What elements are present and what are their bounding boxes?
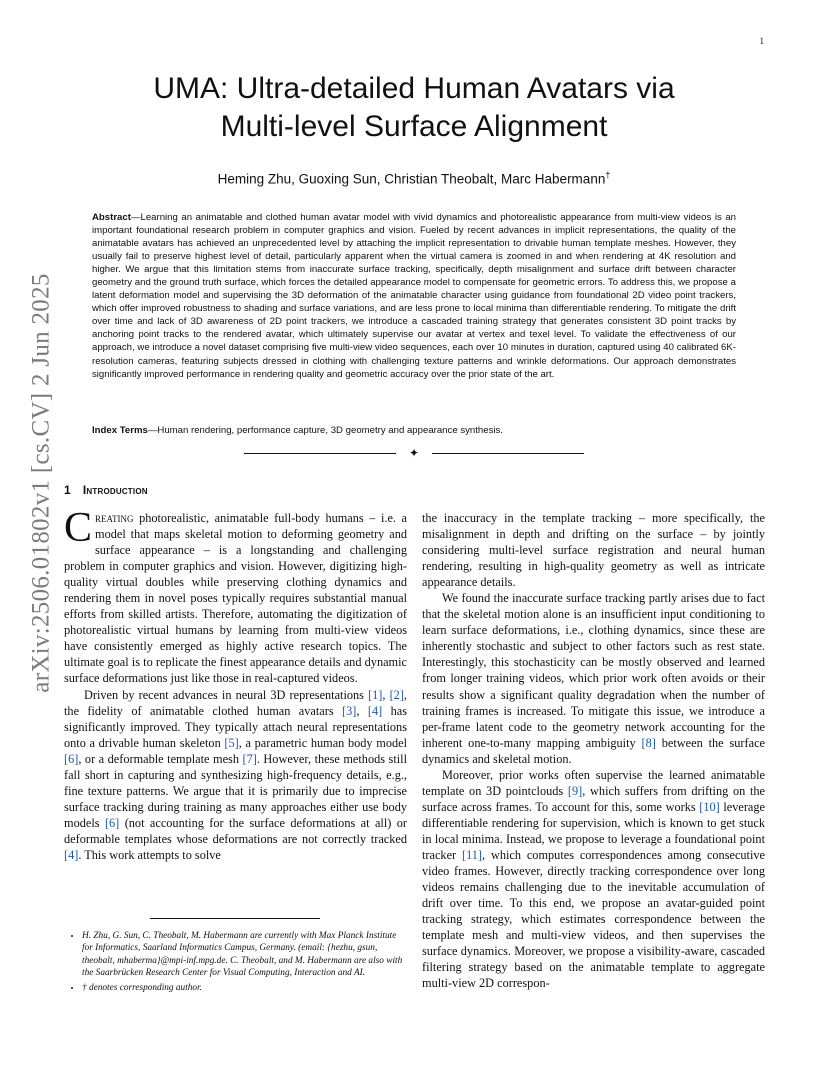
- separator-rule-left: [244, 453, 396, 454]
- paragraph-text: , the fidelity of animatable clothed human avatars: [64, 687, 407, 718]
- abstract-text: —Learning an animatable and clothed human avatar model with vivid dynamics and photorealistic appearance from multi-view videos is an important foundational research problem in computer graphics and vision. Fueled by recent advances in implicit representations, the quality of the animatable avatars has achieved an unprecedented level by attaching the implicit representation to drivable human template meshes. However, they usually fail to preserve highest level of detail, particularly apparent when the virtual camera is zoomed in and when rendering at 4K resolution and higher. We argue that this limitation stems from inaccurate surface tracking, specifically, depth misalignment and surface drift between character geometry and the ground truth surface, which forces the detailed appearance model to compensate for geometric errors. To address this, we propose a latent deformation model and supervising the 3D deformation of the animatable character using guidance from foundational 2D video point trackers, which offer improved robustness to shading and surface variations, and are less prone to local minima than differentiable rendering. To mitigate the drift over time and lack of 3D awareness of 2D point trackers, we introduce a cascaded training strategy that generates consistent 3D point tracks by anchoring point tracks to the rendered avatar, which ultimately supervise our avatar at vertex and texel level. To validate the effectiveness of our approach, we introduce a novel dataset comprising five multi-view video sequences, each over 10 minutes in duration, captured using 40 calibrated 6K-resolution cameras, featuring subjects dressed in clothing with challenging texture patterns and wrinkle deformations. Our approach demonstrates significantly improved performance in rendering quality and geometric accuracy over the prior state of the art.: [92, 212, 736, 380]
- paragraph-text: leverage differentiable rendering for supervision, which is known to get stuck in local minima. Instead, we propose to leverage a foundational point tracker: [422, 799, 765, 862]
- corresponding-author-mark: †: [605, 170, 611, 180]
- citation-link[interactable]: [8]: [641, 735, 656, 750]
- index-terms-text: —Human rendering, performance capture, 3D geometry and appearance synthesis.: [147, 425, 503, 436]
- index-terms-label: Index Terms: [92, 425, 148, 436]
- author-list: [90, 170, 738, 187]
- paragraph-text: Moreover, prior works often supervise the learned animatable template on 3D pointclouds: [422, 767, 765, 798]
- paragraph-text: photorealistic, animatable full-body humans – i.e. a model that maps skeletal motion to deforming geometry and surface appearance – is a longstanding and challenging problem in computer graphics and vision. However, digitizing high-quality virtual doubles while preserving clothing dynamics and rendering them in novel poses typically requires substantial manual efforts from skilled artists. Therefore, automating the digitization of photorealistic virtual humans by learning from multi-view videos have consistently emerged as highly active research topics. The ultimate goal is to replicate the finest appearance details and dynamic surface deformations just like those in real-captured videos.: [64, 511, 407, 686]
- paragraph-text: , or a deformable template mesh: [78, 751, 243, 766]
- separator-diamond-icon: ✦: [408, 446, 420, 460]
- paragraph-text: has significantly improved. They typically attach neural representations onto a drivable human skeleton: [64, 703, 407, 750]
- title-line-1: UMA: Ultra-detailed Human Avatars via: [153, 72, 675, 105]
- lead-smallcaps: reating: [95, 511, 134, 525]
- footnotes: [64, 930, 407, 996]
- citation-link[interactable]: [10]: [699, 799, 720, 814]
- citation-link[interactable]: [1]: [368, 687, 383, 702]
- left-column: [64, 505, 407, 863]
- footnote-corresponding: • † denotes corresponding author.: [82, 982, 407, 994]
- paragraph-text: . This work attempts to solve: [78, 847, 221, 862]
- intro-paragraph-3: the inaccuracy in the template tracking – more specifically, the misalignment in depth and drifting on the surface – by jointly considering multi-level surface registration and neural human rendering, resulting in high-quality geometry as well as intricate appearance details.: [422, 511, 765, 590]
- paragraph-text: ,: [382, 687, 390, 702]
- paragraph-text: ,: [356, 703, 368, 718]
- author-names: Heming Zhu, Guoxing Sun, Christian Theobalt, Marc Habermann: [217, 171, 606, 187]
- footnote-affiliation: • H. Zhu, G. Sun, C. Theobalt, M. Habermann are currently with Max Planck Institute for Informatics, Saarland Informatics Campus, Germany. (email: {hezhu, gsun, theobalt, mhaberma}@mpi-inf.mpg.de. C. Theobalt, and M. Habermann are also with the Saarbrücken Research Center for Visual Computing, Interaction and AI.: [82, 930, 407, 980]
- citation-link[interactable]: [4]: [64, 847, 79, 862]
- page-number: 1: [759, 36, 764, 46]
- abstract-label: Abstract: [92, 212, 131, 223]
- paragraph-text: (not accounting for the surface deformations at all) or deformable templates whose deformations are not correctly tracked: [64, 815, 407, 846]
- citation-link[interactable]: [3]: [342, 703, 357, 718]
- citation-link[interactable]: [5]: [224, 735, 239, 750]
- citation-link[interactable]: [2]: [389, 687, 404, 702]
- paragraph-text: , a parametric human body model: [238, 735, 407, 750]
- paragraph-text: , which computes correspondences among consecutive video frames. However, directly tracking correspondence over long videos remains challenging due to the inevitable accumulation of drift over time. To this end, we propose an avatar-guided point tracking strategy, which estimates correspondence between the template mesh and multi-view videos, and then supervises the surface dynamics. Moreover, we propose a visibility-aware, cascaded filtering strategy based on the animatable template to aggregate multi-view 2D correspon-: [422, 847, 765, 991]
- section-title: Introduction: [82, 483, 148, 497]
- paragraph-text: . However, these methods still fall short in capturing and synthesizing high-frequency details, e.g., fine texture patterns. We argue that it is primarily due to imprecise surface tracking during training as many approaches either use body models: [64, 751, 407, 830]
- intro-paragraph-2: [64, 687, 407, 864]
- arxiv-identifier-stamp: [22, 272, 62, 693]
- arxiv-identifier-text: arXiv:2506.01802v1 [cs.CV] 2 Jun 2025: [28, 272, 55, 693]
- paragraph-text: between the surface dynamics and skeletal motion.: [422, 735, 765, 766]
- paper-title: [90, 70, 738, 146]
- citation-link[interactable]: [6]: [64, 751, 79, 766]
- citation-link[interactable]: [6]: [104, 815, 120, 830]
- citation-link[interactable]: [4]: [367, 703, 383, 718]
- paragraph-text: Driven by recent advances in neural 3D representations: [84, 687, 369, 702]
- right-column: [422, 510, 765, 991]
- citation-link[interactable]: [9]: [567, 783, 583, 798]
- citation-link[interactable]: [11]: [461, 847, 483, 862]
- footnote-rule: [150, 918, 320, 919]
- intro-paragraph-5: [422, 767, 765, 992]
- separator-rule-right: [432, 453, 584, 454]
- section-heading-introduction: [64, 483, 148, 497]
- intro-paragraph-4: [422, 590, 765, 767]
- paragraph-text: , which suffers from drifting on the surface across frames. To account for this, some works: [422, 783, 766, 814]
- citation-link[interactable]: [7]: [242, 751, 257, 766]
- section-separator: [244, 446, 584, 460]
- index-terms: [92, 424, 736, 437]
- drop-cap: C: [64, 505, 93, 551]
- abstract: [92, 211, 736, 381]
- intro-paragraph-1: [64, 505, 407, 687]
- section-number: 1: [64, 483, 71, 497]
- title-line-2: Multi-level Surface Alignment: [220, 110, 608, 143]
- paragraph-text: We found the inaccurate surface tracking partly arises due to fact that the skeletal motion alone is an insufficient input conditioning to learn surface deformations, i.e., clothing dynamics, since these are inherently stochastic and subject to other factors such as rest state. Interestingly, this stochasticity can be mostly observed and learned from longer training videos, which prior work often avoids or their results show a significant quality degradation when the number of training frames is increased. To mitigate this issue, we introduce a per-frame latent code to the geometry network accounting for the inherent one-to-many mapping ambiguity: [422, 591, 765, 750]
